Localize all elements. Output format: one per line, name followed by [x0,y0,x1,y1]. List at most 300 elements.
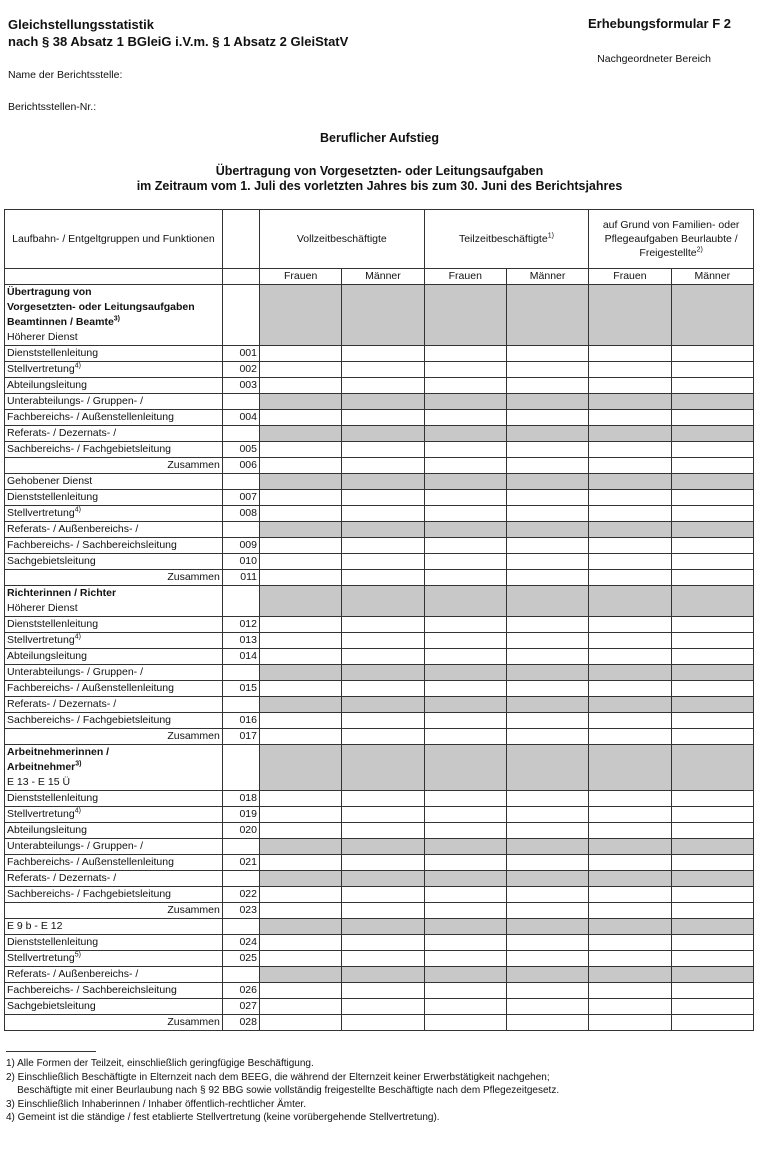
entry-cell[interactable] [671,951,753,967]
entry-cell[interactable] [424,823,506,839]
shaded-cell [671,474,753,490]
entry-cell[interactable] [589,362,671,378]
entry-cell[interactable] [589,1015,671,1031]
entry-cell[interactable] [424,458,506,474]
row-label: Arbeitnehmer$^{3)}$ [5,760,223,775]
shaded-cell [424,315,506,330]
entry-cell[interactable] [506,633,588,649]
entry-cell[interactable] [424,983,506,999]
entry-cell[interactable] [589,999,671,1015]
entry-cell[interactable] [506,935,588,951]
entry-cell[interactable] [260,554,342,570]
table-row [5,330,754,346]
shaded-cell [260,394,342,410]
entry-cell[interactable] [671,633,753,649]
row-code [222,665,259,681]
entry-cell[interactable] [671,442,753,458]
table-row [5,554,754,570]
entry-cell[interactable] [506,1015,588,1031]
entry-cell[interactable] [671,729,753,745]
entry-cell[interactable] [589,887,671,903]
subheader-empty [222,269,259,285]
shaded-cell [671,586,753,602]
entry-cell[interactable] [424,999,506,1015]
form-id: Erhebungsformular F 2 [587,16,731,31]
entry-cell[interactable] [671,1015,753,1031]
row-code: 021 [222,855,259,871]
entry-cell[interactable] [342,807,424,823]
shaded-cell [342,697,424,713]
entry-cell[interactable] [260,490,342,506]
entry-cell[interactable] [671,713,753,729]
shaded-cell [342,745,424,761]
row-label: Abteilungsleitung [5,823,223,839]
entry-cell[interactable] [671,362,753,378]
entry-cell[interactable] [506,983,588,999]
entry-cell[interactable] [260,729,342,745]
row-code: 013 [222,633,259,649]
entry-cell[interactable] [506,791,588,807]
row-label: Höherer Dienst [5,330,223,346]
entry-cell[interactable] [589,807,671,823]
entry-cell[interactable] [589,823,671,839]
shaded-cell [342,522,424,538]
table-row [5,378,754,394]
entry-cell[interactable] [342,538,424,554]
row-label: Dienststellenleitung [5,617,223,633]
entry-cell[interactable] [260,538,342,554]
entry-cell[interactable] [260,791,342,807]
entry-cell[interactable] [506,538,588,554]
entry-cell[interactable] [424,649,506,665]
row-code [222,745,259,761]
entry-cell[interactable] [260,570,342,586]
entry-cell[interactable] [506,458,588,474]
entry-cell[interactable] [506,346,588,362]
row-code: 025 [222,951,259,967]
entry-cell[interactable] [589,378,671,394]
entry-cell[interactable] [589,649,671,665]
table-row [5,745,754,761]
row-label: Fachbereichs- / Außenstellenleitung [5,855,223,871]
shaded-cell [506,285,588,301]
entry-cell[interactable] [671,378,753,394]
row-label: E 13 - E 15 Ü [5,775,223,791]
entry-cell[interactable] [671,807,753,823]
entry-cell[interactable] [342,823,424,839]
table-row [5,570,754,586]
row-code [222,330,259,346]
subheader-women: Frauen [589,269,671,285]
entry-cell[interactable] [342,903,424,919]
entry-cell[interactable] [342,346,424,362]
shaded-cell [342,919,424,935]
entry-cell[interactable] [342,378,424,394]
shaded-cell [671,426,753,442]
row-total-label: Zusammen [5,1015,223,1031]
shaded-cell [260,315,342,330]
shaded-cell [589,522,671,538]
entry-cell[interactable] [424,791,506,807]
entry-cell[interactable] [671,983,753,999]
entry-cell[interactable] [671,791,753,807]
entry-cell[interactable] [506,490,588,506]
row-label: Stellvertretung$^{4)}$ [5,362,223,378]
entry-cell[interactable] [506,410,588,426]
entry-cell[interactable] [260,346,342,362]
table-row [5,935,754,951]
entry-cell[interactable] [506,362,588,378]
entry-cell[interactable] [424,346,506,362]
entry-cell[interactable] [342,490,424,506]
entry-cell[interactable] [671,346,753,362]
table-row [5,490,754,506]
entry-cell[interactable] [671,458,753,474]
entry-cell[interactable] [671,490,753,506]
entry-cell[interactable] [260,855,342,871]
entry-cell[interactable] [342,633,424,649]
entry-cell[interactable] [424,410,506,426]
entry-cell[interactable] [589,729,671,745]
shaded-cell [589,967,671,983]
entry-cell[interactable] [424,903,506,919]
entry-cell[interactable] [506,442,588,458]
shaded-cell [342,967,424,983]
entry-cell[interactable] [671,823,753,839]
shaded-cell [260,760,342,775]
entry-cell[interactable] [260,410,342,426]
shaded-cell [424,967,506,983]
subheader-men: Männer [506,269,588,285]
entry-cell[interactable] [506,617,588,633]
entry-cell[interactable] [424,554,506,570]
entry-cell[interactable] [589,538,671,554]
table-row [5,474,754,490]
entry-cell[interactable] [260,999,342,1015]
entry-cell[interactable] [589,617,671,633]
entry-cell[interactable] [342,410,424,426]
entry-cell[interactable] [424,807,506,823]
row-code: 001 [222,346,259,362]
row-label: Stellvertretung$^{4)}$ [5,633,223,649]
row-label: Sachgebietsleitung [5,999,223,1015]
entry-cell[interactable] [260,681,342,697]
shaded-cell [589,745,671,761]
entry-cell[interactable] [589,713,671,729]
shaded-cell [589,300,671,315]
entry-cell[interactable] [260,1015,342,1031]
row-label: Abteilungsleitung [5,649,223,665]
row-label: Sachbereichs- / Fachgebietsleitung [5,713,223,729]
entry-cell[interactable] [506,649,588,665]
table-row [5,983,754,999]
shaded-cell [260,839,342,855]
entry-cell[interactable] [424,506,506,522]
shaded-cell [424,426,506,442]
entry-cell[interactable] [342,855,424,871]
row-label: Gehobener Dienst [5,474,223,490]
table-row [5,760,754,775]
entry-cell[interactable] [342,570,424,586]
row-code: 027 [222,999,259,1015]
shaded-cell [424,697,506,713]
row-code: 024 [222,935,259,951]
row-code: 017 [222,729,259,745]
entry-cell[interactable] [424,362,506,378]
footnote: 1) Alle Formen der Teilzeit, einschließlich geringfügige Beschäftigung. [6,1058,314,1069]
row-code [222,426,259,442]
entry-cell[interactable] [342,887,424,903]
entry-cell[interactable] [506,681,588,697]
shaded-cell [671,745,753,761]
entry-cell[interactable] [260,458,342,474]
footnote: Beschäftigte mit einer Beurlaubung nach § 92 BBG sowie vollständig freigestellte Beschäftigte nach dem Pflegezeitgesetz. [6,1085,560,1096]
entry-cell[interactable] [342,729,424,745]
entry-cell[interactable] [589,681,671,697]
row-label: Höherer Dienst [5,601,223,617]
entry-cell[interactable] [506,855,588,871]
shaded-cell [260,330,342,346]
table-row [5,903,754,919]
row-label: Dienststellenleitung [5,346,223,362]
shaded-cell [506,315,588,330]
shaded-cell [506,426,588,442]
shaded-cell [424,394,506,410]
entry-cell[interactable] [424,633,506,649]
entry-cell[interactable] [589,442,671,458]
table-row [5,538,754,554]
table-row [5,871,754,887]
entry-cell[interactable] [589,935,671,951]
shaded-cell [342,601,424,617]
row-code: 011 [222,570,259,586]
shaded-cell [342,474,424,490]
shaded-cell [589,394,671,410]
entry-cell[interactable] [671,570,753,586]
entry-cell[interactable] [424,935,506,951]
entry-cell[interactable] [589,633,671,649]
entry-cell[interactable] [671,506,753,522]
shaded-cell [589,775,671,791]
entry-cell[interactable] [342,713,424,729]
table-row [5,791,754,807]
entry-cell[interactable] [671,999,753,1015]
entry-cell[interactable] [260,935,342,951]
entry-cell[interactable] [589,346,671,362]
table-row [5,617,754,633]
entry-cell[interactable] [260,362,342,378]
entry-cell[interactable] [589,570,671,586]
entry-cell[interactable] [342,506,424,522]
entry-cell[interactable] [671,617,753,633]
row-label: Dienststellenleitung [5,935,223,951]
entry-cell[interactable] [342,983,424,999]
entry-cell[interactable] [342,362,424,378]
table-row [5,362,754,378]
shaded-cell [342,426,424,442]
row-code: 020 [222,823,259,839]
entry-cell[interactable] [671,681,753,697]
row-label: Sachbereichs- / Fachgebietsleitung [5,442,223,458]
entry-cell[interactable] [589,983,671,999]
shaded-cell [589,474,671,490]
entry-cell[interactable] [424,887,506,903]
entry-cell[interactable] [589,791,671,807]
row-label: Dienststellenleitung [5,791,223,807]
entry-cell[interactable] [506,729,588,745]
row-label: Stellvertretung$^{4)}$ [5,506,223,522]
entry-cell[interactable] [342,458,424,474]
entry-cell[interactable] [671,410,753,426]
entry-cell[interactable] [506,823,588,839]
shaded-cell [260,745,342,761]
entry-cell[interactable] [589,410,671,426]
shaded-cell [424,775,506,791]
entry-cell[interactable] [342,791,424,807]
entry-cell[interactable] [342,442,424,458]
entry-cell[interactable] [589,506,671,522]
entry-cell[interactable] [424,378,506,394]
table-row [5,506,754,522]
entry-cell[interactable] [260,887,342,903]
entry-cell[interactable] [260,713,342,729]
shaded-cell [589,919,671,935]
row-code [222,474,259,490]
entry-cell[interactable] [342,681,424,697]
entry-cell[interactable] [506,999,588,1015]
subheader-women: Frauen [260,269,342,285]
shaded-cell [589,760,671,775]
table-row [5,665,754,681]
entry-cell[interactable] [424,617,506,633]
shaded-cell [671,522,753,538]
entry-cell[interactable] [342,649,424,665]
footnotes [6,1057,559,1125]
shaded-cell [671,300,753,315]
entry-cell[interactable] [260,903,342,919]
shaded-cell [342,586,424,602]
entry-cell[interactable] [260,506,342,522]
shaded-cell [506,697,588,713]
row-code: 028 [222,1015,259,1031]
row-label: Referats- / Dezernats- / [5,871,223,887]
entry-cell[interactable] [589,554,671,570]
entry-cell[interactable] [506,951,588,967]
row-label: Richterinnen / Richter [5,586,223,602]
entry-cell[interactable] [589,490,671,506]
row-label: Arbeitnehmerinnen / [5,745,223,761]
entry-cell[interactable] [506,807,588,823]
entry-cell[interactable] [424,538,506,554]
entry-cell[interactable] [671,554,753,570]
entry-cell[interactable] [506,506,588,522]
entry-cell[interactable] [506,378,588,394]
entry-cell[interactable] [260,983,342,999]
entry-cell[interactable] [260,807,342,823]
entry-cell[interactable] [424,1015,506,1031]
table-row [5,887,754,903]
table-subheader-row [5,269,754,285]
entry-cell[interactable] [424,855,506,871]
row-code [222,871,259,887]
row-code [222,315,259,330]
entry-cell[interactable] [589,855,671,871]
shaded-cell [506,330,588,346]
table-row [5,394,754,410]
row-label: Dienststellenleitung [5,490,223,506]
entry-cell[interactable] [342,951,424,967]
entry-cell[interactable] [260,649,342,665]
entry-cell[interactable] [506,554,588,570]
subheader-women: Frauen [424,269,506,285]
entry-cell[interactable] [589,458,671,474]
entry-cell[interactable] [424,951,506,967]
shaded-cell [424,665,506,681]
entry-cell[interactable] [506,570,588,586]
entry-cell[interactable] [260,442,342,458]
entry-cell[interactable] [506,903,588,919]
entry-cell[interactable] [671,935,753,951]
shaded-cell [671,394,753,410]
table-row [5,346,754,362]
table-row [5,951,754,967]
shaded-cell [342,330,424,346]
entry-cell[interactable] [260,617,342,633]
row-code: 003 [222,378,259,394]
shaded-cell [260,967,342,983]
shaded-cell [506,967,588,983]
section-subheading [0,164,759,194]
entry-cell[interactable] [424,442,506,458]
entry-cell[interactable] [671,903,753,919]
entry-cell[interactable] [506,713,588,729]
entry-cell[interactable] [671,538,753,554]
entry-cell[interactable] [260,378,342,394]
entry-cell[interactable] [342,1015,424,1031]
title-line-2: nach § 38 Absatz 1 BGleiG i.V.m. § 1 Absatz 2 GleiStatV [8,34,349,49]
entry-cell[interactable] [589,903,671,919]
shaded-cell [671,871,753,887]
shaded-cell [671,330,753,346]
entry-cell[interactable] [424,681,506,697]
entry-cell[interactable] [506,887,588,903]
table-row [5,300,754,315]
entry-cell[interactable] [260,633,342,649]
entry-cell[interactable] [342,617,424,633]
entry-cell[interactable] [342,554,424,570]
promotion-table [4,209,754,1031]
row-code: 014 [222,649,259,665]
entry-cell[interactable] [589,951,671,967]
entry-cell[interactable] [260,823,342,839]
entry-cell[interactable] [424,490,506,506]
entry-cell[interactable] [671,887,753,903]
shaded-cell [506,760,588,775]
entry-cell[interactable] [342,935,424,951]
table-row [5,1015,754,1031]
entry-cell[interactable] [260,951,342,967]
column-header-fulltime: Vollzeitbeschäftigte [260,210,425,269]
entry-cell[interactable] [424,729,506,745]
row-code [222,586,259,602]
entry-cell[interactable] [671,855,753,871]
table-row [5,729,754,745]
entry-cell[interactable] [424,713,506,729]
entry-cell[interactable] [424,570,506,586]
table-row [5,458,754,474]
entry-cell[interactable] [671,649,753,665]
entry-cell[interactable] [342,999,424,1015]
